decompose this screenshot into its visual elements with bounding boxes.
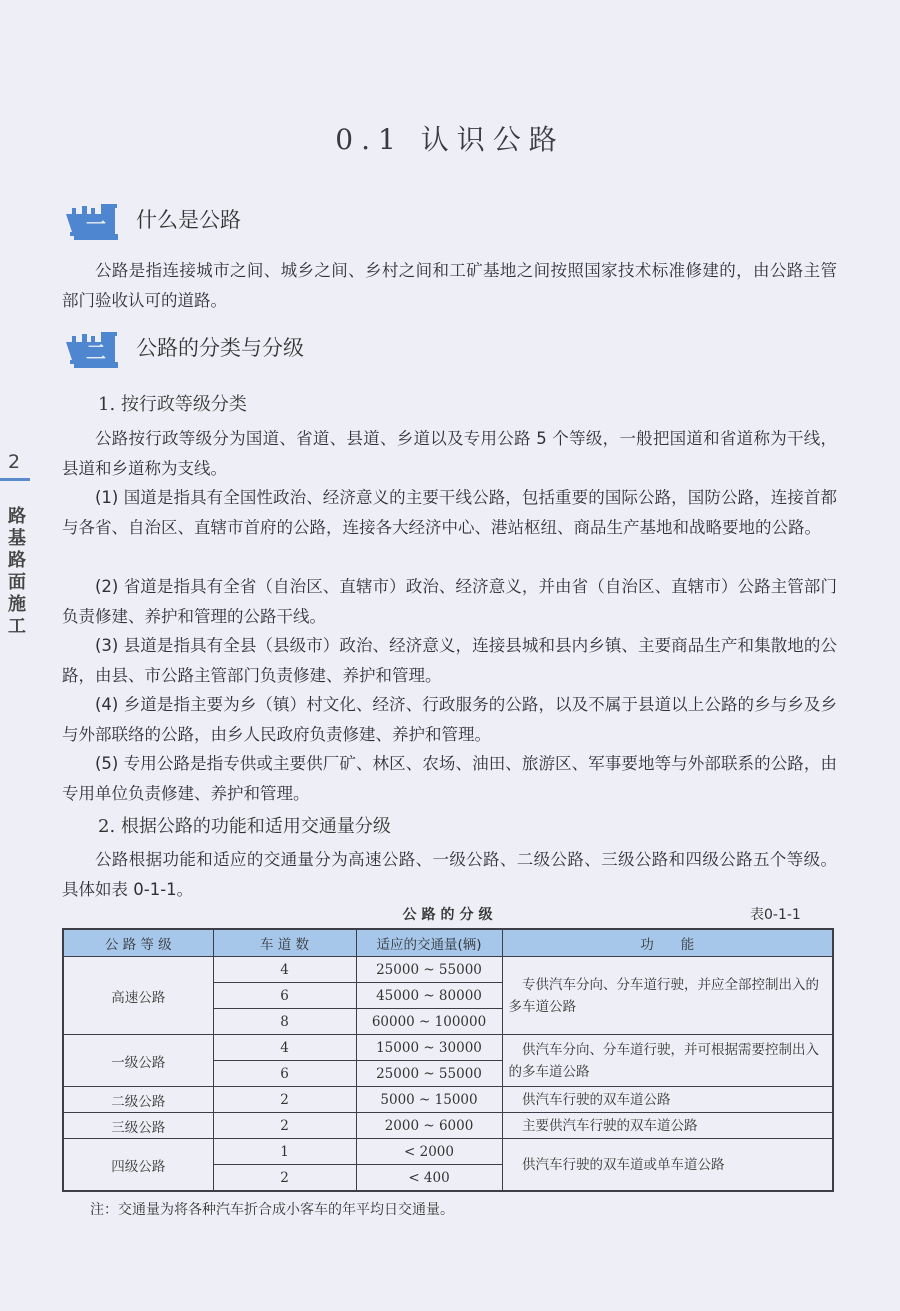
paragraph: (2) 省道是指具有全省（自治区、直辖市）政治、经济意义，并由省（自治区、直辖市）公路主管部门负责修建、养护和管理的公路干线。 (62, 577, 837, 626)
traffic-cell: 15000 ~ 30000 (356, 1035, 502, 1061)
traffic-cell: 25000 ~ 55000 (356, 957, 502, 983)
lanes-cell: 6 (213, 983, 356, 1009)
table-caption: 公路的分级 (402, 907, 498, 923)
lanes-cell: 4 (213, 1035, 356, 1061)
function-cell: 供汽车分向、分车道行驶，并可根据需要控制出入的多车道公路 (502, 1035, 833, 1087)
traffic-cell: 45000 ~ 80000 (356, 983, 502, 1009)
traffic-cell: < 400 (356, 1165, 502, 1192)
paragraph: (4) 乡道是指主要为乡（镇）村文化、经济、行政服务的公路，以及不属于县道以上公路的乡与乡及乡与外部联络的公路，由乡人民政府负责修建、养护和管理。 (62, 695, 837, 744)
paragraph: (1) 国道是指具有全国性政治、经济意义的主要干线公路，包括重要的国际公路，国防公路，连接首都与各省、自治区、直辖市首府的公路，连接各大经济中心、港站枢纽、商品生产基地和战略要地的公路。 (62, 488, 837, 537)
table-row (63, 1113, 833, 1139)
traffic-cell: < 2000 (356, 1139, 502, 1165)
section-number: 二 (86, 340, 104, 364)
road-grade-table (62, 928, 834, 1192)
traffic-cell: 25000 ~ 55000 (356, 1061, 502, 1087)
section-number: 一 (86, 212, 104, 236)
lanes-cell: 2 (213, 1087, 356, 1113)
section-title: 公路的分类与分级 (136, 336, 304, 360)
page-number: 2 (8, 451, 21, 473)
page-title: 0.1 认识公路 (335, 123, 565, 156)
paragraph: (3) 县道是指具有全县（县级市）政治、经济意义，连接县城和县内乡镇、主要商品生产和集散地的公路，由县、市公路主管部门负责修建、养护和管理。 (62, 636, 837, 685)
traffic-cell: 2000 ~ 6000 (356, 1113, 502, 1139)
traffic-cell: 5000 ~ 15000 (356, 1087, 502, 1113)
paragraph: (5) 专用公路是指专供或主要供厂矿、林区、农场、油田、旅游区、军事要地等与外部联系的公路，由专用单位负责修建、养护和管理。 (62, 754, 837, 803)
paragraph: 公路是指连接城市之间、城乡之间、乡村之间和工矿基地之间按照国家技术标准修建的，由公路主管部门验收认可的道路。 (62, 261, 837, 310)
section-heading-2 (62, 326, 304, 368)
grade-cell: 高速公路 (63, 957, 213, 1035)
table-row (63, 957, 833, 983)
table-number: 表0-1-1 (750, 907, 801, 923)
header-function: 功 能 (502, 929, 833, 957)
header-lanes: 车 道 数 (213, 929, 356, 957)
subsection-heading-1: 1. 按行政等级分类 (98, 394, 247, 415)
paragraph: 公路根据功能和适应的交通量分为高速公路、一级公路、二级公路、三级公路和四级公路五个等级。具体如表 0-1-1。 (62, 850, 837, 899)
page-number-bar (0, 478, 30, 481)
lanes-cell: 8 (213, 1009, 356, 1035)
table-row (63, 1087, 833, 1113)
traffic-cell: 60000 ~ 100000 (356, 1009, 502, 1035)
grade-cell: 一级公路 (63, 1035, 213, 1087)
grade-cell: 二级公路 (63, 1087, 213, 1113)
function-cell: 供汽车行驶的双车道或单车道公路 (502, 1139, 833, 1192)
header-grade: 公 路 等 级 (63, 929, 213, 957)
grade-cell: 四级公路 (63, 1139, 213, 1192)
lanes-cell: 2 (213, 1165, 356, 1192)
table-row (63, 1139, 833, 1165)
lanes-cell: 6 (213, 1061, 356, 1087)
lanes-cell: 1 (213, 1139, 356, 1165)
table-header-row (63, 929, 833, 957)
subsection-heading-2: 2. 根据公路的功能和适用交通量分级 (98, 816, 391, 837)
function-cell: 主要供汽车行驶的双车道公路 (502, 1113, 833, 1139)
book-title: 路基路面施工 (8, 506, 26, 637)
lanes-cell: 4 (213, 957, 356, 983)
section-title: 什么是公路 (136, 208, 241, 232)
locomotive-icon (62, 326, 132, 368)
section-heading-1 (62, 198, 241, 240)
header-traffic: 适应的交通量(辆) (356, 929, 502, 957)
lanes-cell: 2 (213, 1113, 356, 1139)
function-cell: 专供汽车分向、分车道行驶，并应全部控制出入的多车道公路 (502, 957, 833, 1035)
table-note: 注：交通量为将各种汽车折合成小客车的年平均日交通量。 (90, 1202, 454, 1218)
paragraph: 公路按行政等级分为国道、省道、县道、乡道以及专用公路 5 个等级，一般把国道和省道称为干线，县道和乡道称为支线。 (62, 429, 837, 478)
function-cell: 供汽车行驶的双车道公路 (502, 1087, 833, 1113)
locomotive-icon (62, 198, 132, 240)
grade-cell: 三级公路 (63, 1113, 213, 1139)
table-row (63, 1035, 833, 1061)
